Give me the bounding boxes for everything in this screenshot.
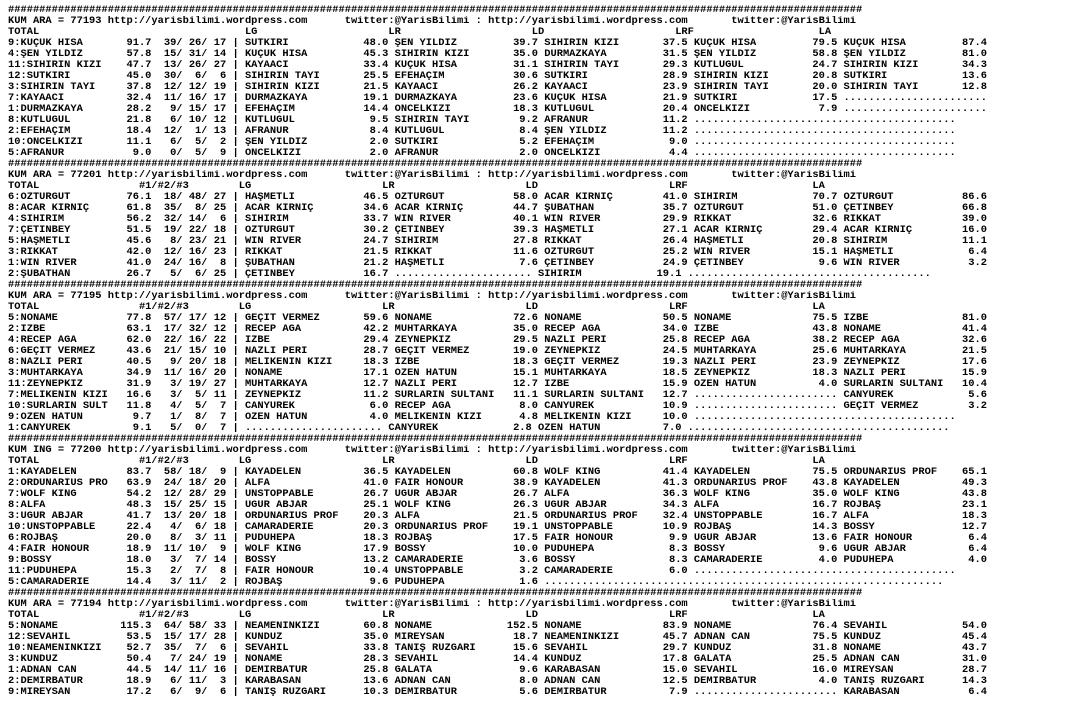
- column-header: TOTAL LG LR LD LRF LA: [8, 27, 832, 38]
- column-header: TOTAL #1/#2/#3 LG LR LD LRF LA: [8, 302, 825, 313]
- horse-row: 9:BOSSY 18.0 3/ 7/ 14 | BOSSY 13.2 CAMARADERIE 3.6 BOSSY 8.3 CAMARADERIE 4.0 PUDUHEPA 4.0: [8, 555, 987, 566]
- horse-row: 4:ŞEN YILDIZ 57.8 15/ 31/ 14 | KÜÇÜK HISA 45.3 SİHİRİN KIZI 35.0 DURMAZKAYA 31.5 ŞEN YILDIZ 58.8 ŞEN YILDIZ 81.0: [8, 49, 987, 60]
- race-title: KUM ARA = 77193 http://yarisbilimi.wordpress.com twitter:@YarisBilimi : http://yarisbilimi.wordpress.com twitter:@YarisBilimi: [8, 16, 857, 27]
- horse-row: 11:PUDUHEPA 15.3 2/ 7/ 8 | FAİR HONOUR 10.4 UNSTOPPABLE 3.2 CAMARADERIE 6.0 ..........................................: [8, 566, 956, 577]
- race-title: KUM ARA = 77201 http://yarisbilimi.wordpress.com twitter:@YarisBilimi : http://yarisbilimi.wordpress.com twitter:@YarisBilimi: [8, 170, 857, 181]
- horse-row: 10:ÖNCELKIZI 11.1 6/ 5/ 2 | ŞEN YILDIZ 2.0 SÜTKIRI 5.2 EFEHAÇIM 9.0 ..........................................: [8, 137, 956, 148]
- horse-row: 6:ROJBAŞ 20.0 8/ 3/ 11 | PUDUHEPA 18.3 ROJBAŞ 17.5 FAİR HONOUR 9.9 UĞUR ABJAR 13.6 FAİR HONOUR 6.4: [8, 533, 987, 544]
- horse-row: 9:MİREYSAN 17.2 6/ 9/ 6 | TANIŞ RÜZGARI 10.3 DEMİRBATUR 5.6 DEMİRBATUR 7.9 ....................... KARABASAN 6.4: [8, 687, 987, 698]
- horse-row: 5:CAMARADERIE 14.4 3/ 11/ 2 | ROJBAŞ 9.6 PUDUHEPA 1.6 ................................................................: [8, 577, 944, 588]
- horse-row: 1:CANYÜREK 9.1 5/ 0/ 7 | ...................... CANYÜREK 2.8 ÖZEN HATUN 7.0 ..........................................: [8, 423, 950, 434]
- column-header: TOTAL #1/#2/#3 LG LR LD LRF LA: [8, 181, 825, 192]
- horse-row: 4:RECEP AĞA 62.0 22/ 16/ 22 | İZBE 29.4 ZEYNEPKIZ 29.5 NAZLI PERİ 25.8 RECEP AĞA 38.2 RECEP AĞA 32.6: [8, 335, 987, 346]
- horse-row: 3:KUNDUZ 50.4 7/ 24/ 19 | NONAME 28.3 SEVAHİL 14.4 KUNDUZ 17.8 GALATA 25.5 ADNAN CAN 31.0: [8, 654, 987, 665]
- horse-row: 3:MUHTARKAYA 34.9 11/ 16/ 20 | NONAME 17.1 ÖZEN HATUN 15.1 MUHTARKAYA 18.5 ZEYNEPKIZ 18.3 NAZLI PERİ 15.9: [8, 368, 987, 379]
- separator-line: #########################################################################################################################################: [8, 5, 863, 16]
- separator-line: #########################################################################################################################################: [8, 280, 863, 291]
- horse-row: 1:DURMAZKAYA 28.2 9/ 15/ 17 | EFEHAÇIM 14.4 ÖNCELKIZI 18.3 KUTLUGÜL 20.4 ÖNCELKIZI 7.9 .......................: [8, 104, 987, 115]
- race-title: KUM ARA = 77194 http://yarisbilimi.wordpress.com twitter:@YarisBilimi : http://yarisbilimi.wordpress.com twitter:@YarisBilimi: [8, 599, 857, 610]
- horse-row: 5:NONAME 115.3 64/ 58/ 33 | NEAMENİNKIZI 60.8 NONAME 152.5 NONAME 83.9 NONAME 76.4 SEVAHİL 54.0: [8, 621, 987, 632]
- horse-row: 4:FAİR HONOUR 18.9 11/ 10/ 9 | WOLF KING 17.9 BOSSY 10.0 PUDUHEPA 8.3 BOSSY 9.6 UĞUR ABJAR 6.4: [8, 544, 987, 555]
- horse-row: 5:HAŞMETLİ 45.6 8/ 23/ 21 | WIN RIVER 24.7 SİHİRİM 27.8 RİKKAT 26.4 HAŞMETLİ 20.8 SİHİRİM 11.1: [8, 236, 987, 247]
- horse-row: 1:KAYADELEN 83.7 58/ 18/ 9 | KAYADELEN 36.5 KAYADELEN 60.8 WOLF KING 41.4 KAYADELEN 75.5 ORDUNARIUS PROF 65.1: [8, 467, 987, 478]
- horse-row: 8:ACAR KIRNIÇ 61.8 35/ 8/ 25 | ACAR KIRNIÇ 34.6 ACAR KIRNIÇ 44.7 ŞUBATHAN 35.7 ÖZTURGUT 51.0 ÇETİNBEY 66.8: [8, 203, 987, 214]
- horse-row: 3:RİKKAT 42.0 12/ 16/ 23 | RİKKAT 21.5 RİKKAT 11.6 ÖZTURGUT 25.2 WIN RIVER 15.1 HAŞMETLİ 6.4: [8, 247, 987, 258]
- separator-line: #########################################################################################################################################: [8, 434, 863, 445]
- race-title: KUM ING = 77200 http://yarisbilimi.wordpress.com twitter:@YarisBilimi : http://yarisbilimi.wordpress.com twitter:@YarisBilimi: [8, 445, 857, 456]
- horse-row: 9:KÜÇÜK HISA 91.7 39/ 26/ 17 | SÜTKIRI 48.0 ŞEN YILDIZ 39.7 SİHİRİN KIZI 37.5 KÜÇÜK HISA 79.5 KÜÇÜK HISA 87.4: [8, 38, 987, 49]
- horse-row: 8:ALFA 48.3 15/ 25/ 15 | UĞUR ABJAR 25.1 WOLF KING 26.3 UĞUR ABJAR 34.3 ALFA 16.7 ROJBAŞ 23.1: [8, 500, 987, 511]
- horse-row: 10:UNSTOPPABLE 22.4 4/ 6/ 18 | CAMARADERIE 20.3 ORDUNARIUS PROF 19.1 UNSTOPPABLE 10.9 ROJBAŞ 14.3 BOSSY 12.7: [8, 522, 987, 533]
- horse-row: 2:İZBE 63.1 17/ 32/ 12 | RECEP AĞA 42.2 MUHTARKAYA 35.0 RECEP AĞA 34.0 İZBE 43.8 NONAME 41.4: [8, 324, 987, 335]
- horse-row: 3:UĞUR ABJAR 41.7 13/ 20/ 18 | ORDUNARIUS PROF 20.3 ALFA 21.5 ORDUNARIUS PROF 32.4 UNSTOPPABLE 16.7 ALFA 18.3: [8, 511, 987, 522]
- horse-row: 4:SİHİRİM 56.2 32/ 14/ 6 | SİHİRİM 33.7 WIN RIVER 40.1 WIN RIVER 29.9 RİKKAT 32.6 RİKKAT 39.0: [8, 214, 987, 225]
- horse-row: 12:SÜTKIRI 45.0 30/ 6/ 6 | SİHİRİN TAYI 25.5 EFEHAÇIM 30.6 SÜTKIRI 28.9 SİHİRİN KIZI 20.8 SÜTKIRI 13.6: [8, 71, 987, 82]
- horse-row: 6:GEÇİT VERMEZ 43.6 21/ 15/ 10 | NAZLI PERİ 28.7 GEÇİT VERMEZ 19.0 ZEYNEPKIZ 24.5 MUHTARKAYA 25.6 MUHTARKAYA 21.5: [8, 346, 987, 357]
- horse-row: 1:ADNAN CAN 44.5 14/ 11/ 16 | DEMİRBATUR 25.8 GALATA 9.6 KARABASAN 15.0 SEVAHİL 16.0 MİREYSAN 28.7: [8, 665, 987, 676]
- horse-row: 1:WIN RIVER 41.0 24/ 16/ 8 | ŞUBATHAN 21.2 HAŞMETLİ 7.6 ÇETİNBEY 24.9 ÇETİNBEY 9.6 WIN RIVER 3.2: [8, 258, 987, 269]
- horse-row: 7:WOLF KING 54.2 12/ 28/ 29 | UNSTOPPABLE 26.7 UĞUR ABJAR 26.7 ALFA 36.3 WOLF KING 35.0 WOLF KING 43.8: [8, 489, 987, 500]
- horse-row: 6:ÖZTURGUT 76.1 18/ 48/ 27 | HAŞMETLİ 46.5 ÖZTURGUT 58.0 ACAR KIRNIÇ 41.0 SİHİRİM 70.7 ÖZTURGUT 86.6: [8, 192, 987, 203]
- horse-row: 7:ÇETİNBEY 51.5 19/ 22/ 18 | ÖZTURGUT 30.2 ÇETİNBEY 39.3 HAŞMETLİ 27.1 ACAR KIRNIÇ 29.4 ACAR KIRNIÇ 16.0: [8, 225, 987, 236]
- horse-row: 5:AFRANUR 9.0 0/ 5/ 9 | ÖNCELKIZI 2.0 AFRANUR 2.0 ÖNCELKIZI 4.4 ..........................................: [8, 148, 956, 159]
- column-header: TOTAL #1/#2/#3 LG LR LD LRF LA: [8, 456, 825, 467]
- horse-row: 10:NEAMENİNKIZI 52.7 35/ 7/ 6 | SEVAHİL 33.8 TANIŞ RÜZGARI 15.6 SEVAHİL 29.7 KUNDUZ 31.8 NONAME 43.7: [8, 643, 987, 654]
- horse-row: 11:SİHİRİN KIZI 47.7 13/ 26/ 27 | KAYAACI 33.4 KÜÇÜK HISA 31.1 SİHİRİN TAYI 29.3 KUTLUGÜL 24.7 SİHİRİN KIZI 34.3: [8, 60, 987, 71]
- horse-row: 2:EFEHAÇIM 18.4 12/ 1/ 13 | AFRANUR 8.4 KUTLUGÜL 8.4 ŞEN YILDIZ 11.2 ..........................................: [8, 126, 956, 137]
- horse-row: 3:SİHİRİN TAYI 37.8 12/ 12/ 19 | SİHİRİN KIZI 21.5 KAYAACI 26.2 KAYAACI 23.9 SİHİRİN TAYI 20.0 SİHİRİN TAYI 12.8: [8, 82, 987, 93]
- horse-row: 12:SEVAHİL 53.5 15/ 17/ 28 | KUNDUZ 35.0 MİREYSAN 18.7 NEAMENİNKIZI 45.7 ADNAN CAN 75.5 KUNDUZ 45.4: [8, 632, 987, 643]
- separator-line: #########################################################################################################################################: [8, 588, 863, 599]
- horse-row: 10:SURLARIN SULT 11.8 4/ 5/ 7 | CANYÜREK 6.0 RECEP AĞA 8.0 CANYÜREK 10.9 ....................... GEÇİT VERMEZ 3.2: [8, 401, 987, 412]
- column-header: TOTAL #1/#2/#3 LG LR LD LRF LA: [8, 610, 825, 621]
- horse-row: 7:MELİKENİN KIZI 16.6 3/ 5/ 11 | ZEYNEPKIZ 11.2 SURLARIN SULTANI 11.1 SURLARIN SULTANI 12.7 ....................... CANYÜREK 5.6: [8, 390, 987, 401]
- horse-row: 5:NONAME 77.8 57/ 17/ 12 | GEÇİT VERMEZ 59.6 NONAME 72.6 NONAME 50.5 NONAME 75.5 İZBE 81.0: [8, 313, 987, 324]
- horse-row: 11:ZEYNEPKIZ 31.9 3/ 19/ 27 | MUHTARKAYA 12.7 NAZLI PERİ 12.7 İZBE 15.9 ÖZEN HATUN 4.0 SURLARIN SULTANI 10.4: [8, 379, 987, 390]
- horse-row: 2:ŞUBATHAN 26.7 5/ 6/ 25 | ÇETİNBEY 16.7 ...................... SİHİRİM 19.1 .......................................: [8, 269, 931, 280]
- horse-row: 2:ORDUNARIUS PRO 63.9 24/ 18/ 20 | ALFA 41.0 FAİR HONOUR 38.9 KAYADELEN 41.3 ORDUNARIUS PROF 43.8 KAYADELEN 49.3: [8, 478, 987, 489]
- horse-row: 8:KUTLUGÜL 21.8 6/ 10/ 12 | KUTLUGÜL 9.5 SİHİRİN TAYI 9.2 AFRANUR 11.2 ..........................................: [8, 115, 956, 126]
- race-title: KUM ARA = 77195 http://yarisbilimi.wordpress.com twitter:@YarisBilimi : http://yarisbilimi.wordpress.com twitter:@YarisBilimi: [8, 291, 857, 302]
- horse-row: 2:DEMİRBATUR 18.9 6/ 11/ 3 | KARABASAN 13.6 ADNAN CAN 8.0 ADNAN CAN 12.5 DEMİRBATUR 4.0 TANIŞ RÜZGARI 14.3: [8, 676, 987, 687]
- horse-row: 8:NAZLI PERİ 40.5 9/ 20/ 18 | MELİKENİN KIZI 18.3 İZBE 18.3 GEÇİT VERMEZ 19.3 NAZLI PERİ 23.9 ZEYNEPKIZ 17.6: [8, 357, 987, 368]
- separator-line: #########################################################################################################################################: [8, 159, 863, 170]
- horse-row: 7:KAYAACI 32.4 11/ 16/ 17 | DURMAZKAYA 19.1 DURMAZKAYA 23.6 KÜÇÜK HISA 21.9 SÜTKIRI 17.5 .......................: [8, 93, 987, 104]
- horse-row: 9:ÖZEN HATUN 9.7 1/ 8/ 7 | ÖZEN HATUN 4.0 MELİKENİN KIZI 4.8 MELİKENİN KIZI 10.0 ..........................................: [8, 412, 956, 423]
